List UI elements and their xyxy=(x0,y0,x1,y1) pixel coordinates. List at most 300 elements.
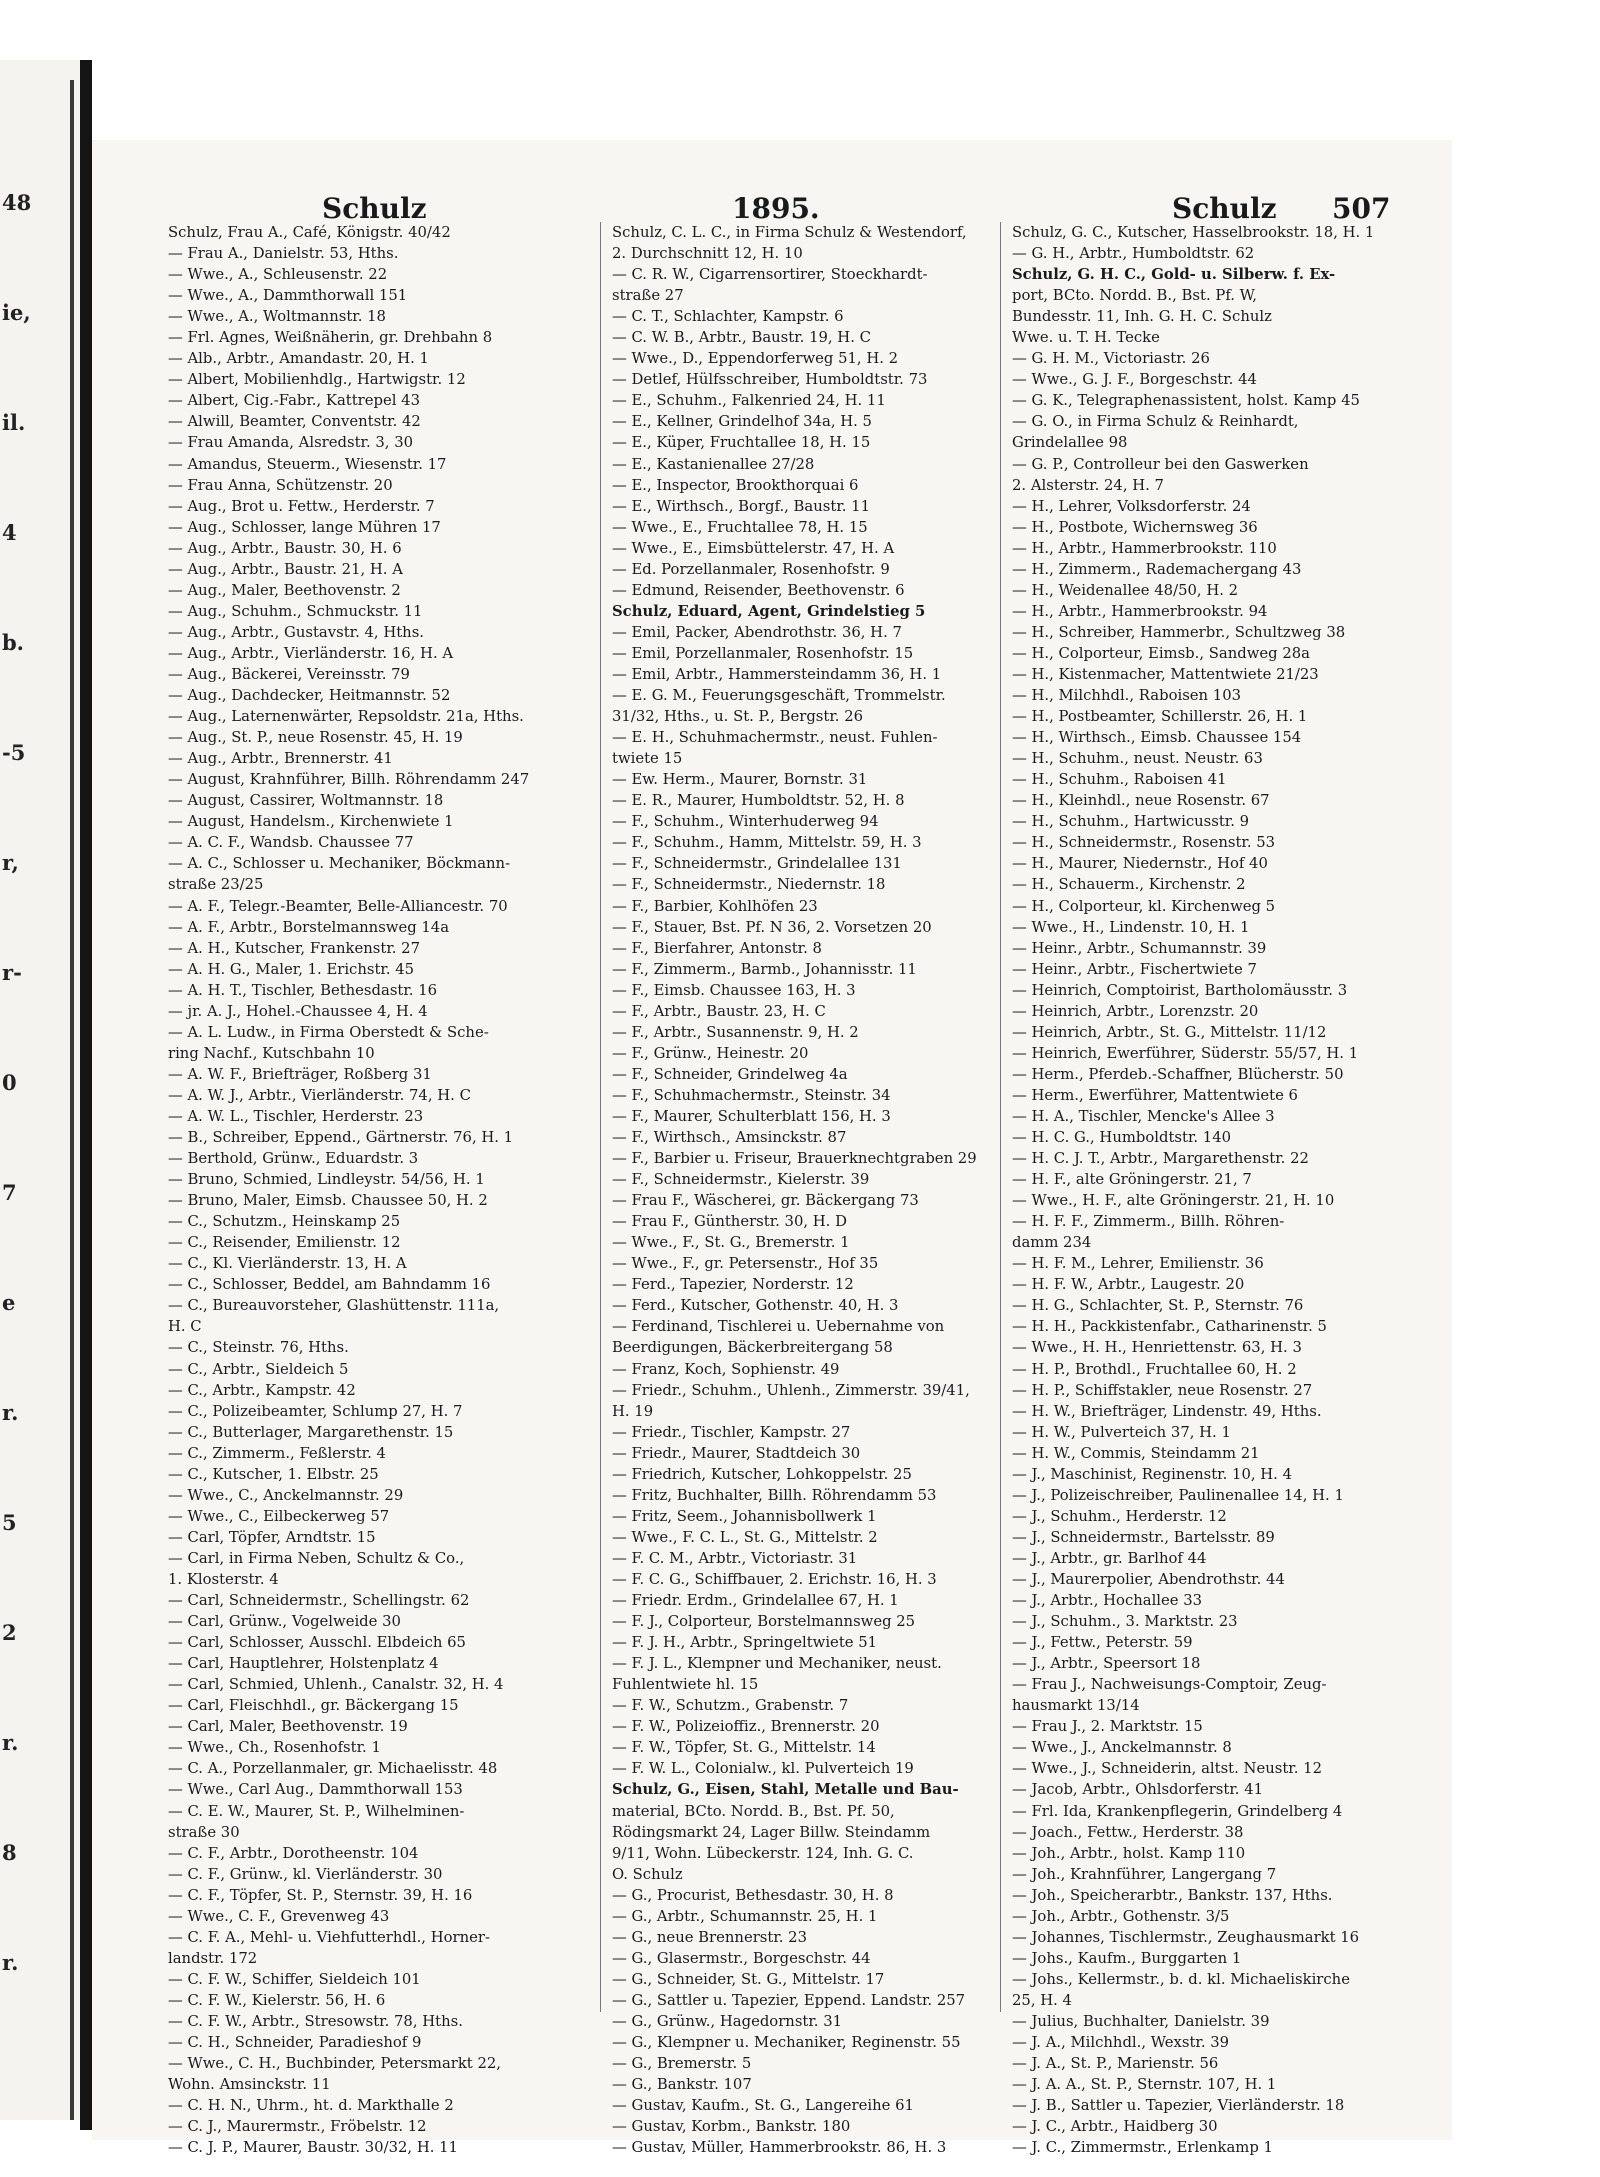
directory-entry: — G. O., in Firma Schulz & Reinhardt, xyxy=(1012,413,1299,431)
directory-entry: — A. H., Kutscher, Frankenstr. 27 xyxy=(168,939,421,957)
previous-page-fragment: e xyxy=(2,1290,16,1315)
directory-entry: — H. F. M., Lehrer, Emilienstr. 36 xyxy=(1012,1255,1264,1273)
directory-entry: — J. C., Zimmermstr., Erlenkamp 1 xyxy=(1012,2139,1273,2157)
directory-entry: — H. F. W., Arbtr., Laugestr. 20 xyxy=(1012,1276,1245,1294)
directory-entry: — A. W. J., Arbtr., Vierländerstr. 74, H. C xyxy=(168,1086,471,1104)
directory-entry: — C., Butterlager, Margarethenstr. 15 xyxy=(168,1423,454,1441)
book-gutter xyxy=(80,60,92,2130)
directory-entry: straße 30 xyxy=(168,1823,240,1841)
directory-entry: — Albert, Mobilienhdlg., Hartwigstr. 12 xyxy=(168,371,466,389)
directory-entry: — H., Schuhm., Hartwicusstr. 9 xyxy=(1012,813,1250,831)
directory-entry: — H. F. F., Zimmerm., Billh. Röhren- xyxy=(1012,1213,1285,1231)
directory-entry: Schulz, Frau A., Café, Königstr. 40/42 xyxy=(168,224,451,241)
directory-entry: — Friedr. Erdm., Grindelallee 67, H. 1 xyxy=(612,1592,899,1610)
directory-entry: — C. H. N., Uhrm., ht. d. Markthalle 2 xyxy=(168,2097,454,2115)
directory-entry: — G., Arbtr., Schumannstr. 25, H. 1 xyxy=(612,1907,878,1925)
header-year: 1895. xyxy=(732,192,820,225)
directory-entry: — Herm., Pferdeb.-Schaffner, Blücherstr. 50 xyxy=(1012,1065,1344,1083)
directory-entry: port, BCto. Nordd. B., Bst. Pf. W, xyxy=(1012,287,1258,305)
directory-entry: Wohn. Amsinckstr. 11 xyxy=(168,2076,331,2094)
directory-entry: — Carl, Grünw., Vogelweide 30 xyxy=(168,1613,401,1631)
directory-entry: — Carl, Schlosser, Ausschl. Elbdeich 65 xyxy=(168,1634,466,1652)
directory-entry: — H., Milchhdl., Raboisen 103 xyxy=(1012,687,1242,705)
directory-entry: hausmarkt 13/14 xyxy=(1012,1697,1140,1715)
directory-entry: Beerdigungen, Bäckerbreitergang 58 xyxy=(612,1339,893,1357)
directory-entry: 2. Durchschnitt 12, H. 10 xyxy=(612,245,803,263)
directory-entry: — F., Schuhmachermstr., Steinstr. 34 xyxy=(612,1086,891,1104)
directory-entry: — F., Grünw., Heinestr. 20 xyxy=(612,1044,809,1062)
directory-entry: — Aug., Bäckerei, Vereinsstr. 79 xyxy=(168,665,410,683)
directory-entry: — F. J. L., Klempner und Mechaniker, neust. xyxy=(612,1655,942,1673)
directory-entry: — Ferd., Kutscher, Gothenstr. 40, H. 3 xyxy=(612,1297,899,1315)
directory-entry: Bundesstr. 11, Inh. G. H. C. Schulz xyxy=(1012,308,1272,326)
directory-entry: — Wwe., C. H., Buchbinder, Petersmarkt 22, xyxy=(168,2055,501,2073)
directory-entry: — Gustav, Korbm., Bankstr. 180 xyxy=(612,2118,851,2136)
directory-entry: — Carl, in Firma Neben, Schultz & Co., xyxy=(168,1549,465,1567)
directory-entry: — Alwill, Beamter, Conventstr. 42 xyxy=(168,413,421,431)
directory-entry: H. 19 xyxy=(612,1402,654,1420)
directory-entry: — J., Schneidermstr., Bartelsstr. 89 xyxy=(1012,1528,1275,1546)
directory-entry: — H., Wirthsch., Eimsb. Chaussee 154 xyxy=(1012,729,1302,747)
directory-entry: — C., Reisender, Emilienstr. 12 xyxy=(168,1234,401,1252)
directory-entry: straße 23/25 xyxy=(168,876,264,894)
directory-entry: — Johs., Kellermstr., b. d. kl. Michaeliskirche xyxy=(1012,1970,1350,1988)
directory-entry: — C., Zimmerm., Feßlerstr. 4 xyxy=(168,1444,386,1462)
directory-entry: — Friedr., Maurer, Stadtdeich 30 xyxy=(612,1444,861,1462)
directory-entry: Schulz, G. H. C., Gold- u. Silberw. f. Ex- xyxy=(1012,266,1336,284)
directory-entry: — H., Postbote, Wichernsweg 36 xyxy=(1012,518,1258,536)
directory-entry: 1. Klosterstr. 4 xyxy=(168,1571,279,1588)
directory-entry: — J., Schuhm., 3. Marktstr. 23 xyxy=(1012,1613,1238,1631)
directory-entry: — H., Schauerm., Kirchenstr. 2 xyxy=(1012,876,1246,894)
directory-entry: 25, H. 4 xyxy=(1012,1991,1072,2009)
directory-entry: — Fritz, Seem., Johannisbollwerk 1 xyxy=(612,1507,877,1525)
directory-entry: — E. R., Maurer, Humboldtstr. 52, H. 8 xyxy=(612,792,905,810)
directory-entry: — Ferdinand, Tischlerei u. Uebernahme von xyxy=(612,1318,945,1336)
directory-entry: — G. P., Controlleur bei den Gaswerken xyxy=(1012,455,1309,473)
directory-entry: — J., Schuhm., Herderstr. 12 xyxy=(1012,1507,1227,1525)
directory-entry: — H., Lehrer, Volksdorferstr. 24 xyxy=(1012,497,1251,515)
directory-entry: — Wwe., F., St. G., Bremerstr. 1 xyxy=(612,1234,850,1252)
directory-entry: Rödingsmarkt 24, Lager Billw. Steindamm xyxy=(612,1823,931,1841)
directory-entry: — Heinr., Arbtr., Fischertwiete 7 xyxy=(1012,960,1257,978)
directory-entry: — Emil, Arbtr., Hammersteindamm 36, H. 1 xyxy=(612,665,942,683)
directory-entry: Grindelallee 98 xyxy=(1012,434,1128,452)
directory-entry: — C. W. B., Arbtr., Baustr. 19, H. C xyxy=(612,329,871,347)
directory-entry: — Aug., Arbtr., Brennerstr. 41 xyxy=(168,750,393,768)
directory-entry: — Carl, Schmied, Uhlenh., Canalstr. 32, H. 4 xyxy=(168,1676,504,1694)
directory-entry: — C., Bureauvorsteher, Glashüttenstr. 111a, xyxy=(168,1297,500,1315)
directory-entry: — Frau Amanda, Alsredstr. 3, 30 xyxy=(168,434,414,452)
directory-entry: — H., Schuhm., neust. Neustr. 63 xyxy=(1012,750,1263,768)
directory-entry: — A. F., Arbtr., Borstelmannsweg 14a xyxy=(168,918,450,936)
directory-entry: — C., Kutscher, 1. Elbstr. 25 xyxy=(168,1465,379,1483)
directory-entry: — F., Arbtr., Baustr. 23, H. C xyxy=(612,1002,826,1020)
directory-entry: — F., Arbtr., Susannenstr. 9, H. 2 xyxy=(612,1023,859,1041)
directory-entry: — Aug., Maler, Beethovenstr. 2 xyxy=(168,581,401,599)
directory-entry: — Wwe., A., Schleusenstr. 22 xyxy=(168,266,388,284)
directory-column-2 xyxy=(612,222,1042,2158)
directory-entry: — C., Schutzm., Heinskamp 25 xyxy=(168,1213,401,1231)
directory-entry: — Joh., Krahnführer, Langergang 7 xyxy=(1012,1865,1277,1883)
directory-entry: — J., Fettw., Peterstr. 59 xyxy=(1012,1634,1193,1652)
directory-entry: — Wwe., C., Eilbeckerweg 57 xyxy=(168,1507,390,1525)
directory-entry: — C. J. P., Maurer, Baustr. 30/32, H. 11 xyxy=(168,2139,458,2157)
directory-entry: — C. T., Schlachter, Kampstr. 6 xyxy=(612,308,844,326)
directory-entry: straße 27 xyxy=(612,287,684,305)
directory-entry: — August, Krahnführer, Billh. Röhrendamm 247 xyxy=(168,771,530,789)
directory-entry: — H. W., Pulverteich 37, H. 1 xyxy=(1012,1423,1231,1441)
directory-entry: — Gustav, Müller, Hammerbrookstr. 86, H. 3 xyxy=(612,2139,947,2157)
directory-entry: — Amandus, Steuerm., Wiesenstr. 17 xyxy=(168,455,447,473)
directory-entry: — H. P., Brothdl., Fruchtallee 60, H. 2 xyxy=(1012,1360,1297,1378)
directory-entry: — Herm., Ewerführer, Mattentwiete 6 xyxy=(1012,1086,1298,1104)
directory-entry: — H., Weidenallee 48/50, H. 2 xyxy=(1012,581,1239,599)
directory-entry: — August, Cassirer, Woltmannstr. 18 xyxy=(168,792,444,810)
directory-entry: — C. H., Schneider, Paradieshof 9 xyxy=(168,2034,422,2052)
previous-page-fragment: ie, xyxy=(2,300,31,325)
directory-entry: — A. C., Schlosser u. Mechaniker, Böckmann- xyxy=(168,855,511,873)
directory-entry: — Berthold, Grünw., Eduardstr. 3 xyxy=(168,1150,419,1168)
previous-page-fragment: 7 xyxy=(2,1180,17,1205)
previous-page-fragment: b. xyxy=(2,630,24,655)
directory-entry: — Emil, Packer, Abendrothstr. 36, H. 7 xyxy=(612,623,902,641)
header-left-name: Schulz xyxy=(322,192,427,225)
directory-entry: ring Nachf., Kutschbahn 10 xyxy=(168,1044,375,1062)
directory-entry: — Heinrich, Arbtr., Lorenzstr. 20 xyxy=(1012,1002,1259,1020)
directory-entry: — F., Wirthsch., Amsinckstr. 87 xyxy=(612,1129,847,1147)
directory-entry: — F. W. L., Colonialw., kl. Pulverteich 19 xyxy=(612,1760,914,1778)
directory-entry: — C. F., Grünw., kl. Vierländerstr. 30 xyxy=(168,1865,443,1883)
directory-entry: — F., Schneidermstr., Grindelallee 131 xyxy=(612,855,902,873)
directory-entry: — C., Steinstr. 76, Hths. xyxy=(168,1339,349,1357)
directory-entry: — Heinrich, Comptoirist, Bartholomäusstr. 3 xyxy=(1012,981,1348,999)
directory-entry: — Joh., Speicherarbtr., Bankstr. 137, Hths. xyxy=(1012,1886,1333,1904)
directory-entry: — C., Arbtr., Sieldeich 5 xyxy=(168,1360,349,1378)
previous-page-edge xyxy=(0,60,90,2120)
directory-entry: — C. A., Porzellanmaler, gr. Michaelisstr. 48 xyxy=(168,1760,498,1778)
directory-entry: — J., Arbtr., Hochallee 33 xyxy=(1012,1592,1203,1610)
directory-entry: — F., Barbier u. Friseur, Brauerknechtgraben 29 xyxy=(612,1150,977,1168)
previous-page-fragment: 48 xyxy=(2,190,32,215)
previous-page-fragment: r. xyxy=(2,1730,19,1755)
directory-entry: — Wwe., A., Woltmannstr. 18 xyxy=(168,308,386,326)
directory-entry: O. Schulz xyxy=(612,1865,683,1883)
directory-entry: — H. W., Commis, Steindamm 21 xyxy=(1012,1444,1260,1462)
directory-entry: — Aug., Schlosser, lange Mühren 17 xyxy=(168,518,441,536)
directory-entry: — Wwe., Carl Aug., Dammthorwall 153 xyxy=(168,1781,463,1799)
directory-entry: — Detlef, Hülfsschreiber, Humboldtstr. 73 xyxy=(612,371,928,389)
directory-entry: — G., Glasermstr., Borgeschstr. 44 xyxy=(612,1949,871,1967)
directory-entry: — C. F., Töpfer, St. P., Sternstr. 39, H. 16 xyxy=(168,1886,473,1904)
directory-entry: — G., Klempner u. Mechaniker, Reginenstr. 55 xyxy=(612,2034,961,2052)
directory-entry: — Alb., Arbtr., Amandastr. 20, H. 1 xyxy=(168,350,429,368)
directory-entry: — Aug., St. P., neue Rosenstr. 45, H. 19 xyxy=(168,729,463,747)
directory-entry: — C. E. W., Maurer, St. P., Wilhelminen- xyxy=(168,1802,465,1820)
directory-entry: — C. F., Arbtr., Dorotheenstr. 104 xyxy=(168,1844,419,1862)
directory-entry: 2. Alsterstr. 24, H. 7 xyxy=(1012,476,1164,494)
directory-entry: — Friedrich, Kutscher, Lohkoppelstr. 25 xyxy=(612,1465,912,1483)
directory-entry: — C., Schlosser, Beddel, am Bahndamm 16 xyxy=(168,1276,491,1294)
directory-entry: — Albert, Cig.-Fabr., Kattrepel 43 xyxy=(168,392,421,410)
directory-entry: — Aug., Dachdecker, Heitmannstr. 52 xyxy=(168,687,451,705)
directory-column-1 xyxy=(168,222,598,2158)
directory-entry: Wwe. u. T. H. Tecke xyxy=(1012,329,1160,347)
directory-entry: — Heinr., Arbtr., Schumannstr. 39 xyxy=(1012,939,1267,957)
directory-entry: — Wwe., H., Lindenstr. 10, H. 1 xyxy=(1012,918,1250,936)
directory-entry: — H. P., Schiffstakler, neue Rosenstr. 27 xyxy=(1012,1381,1313,1399)
directory-entry: H. C xyxy=(168,1318,202,1336)
directory-entry: — Wwe., A., Dammthorwall 151 xyxy=(168,287,408,305)
directory-entry: — Carl, Hauptlehrer, Holstenplatz 4 xyxy=(168,1655,439,1673)
directory-entry: — C. F. A., Mehl- u. Viehfutterhdl., Horner- xyxy=(168,1928,490,1946)
directory-entry: — C. J., Maurermstr., Fröbelstr. 12 xyxy=(168,2118,427,2136)
directory-entry: — G. H., Arbtr., Humboldtstr. 62 xyxy=(1012,245,1255,263)
directory-entry: — H., Arbtr., Hammerbrookstr. 110 xyxy=(1012,539,1277,557)
header-right-name: Schulz xyxy=(1172,192,1277,225)
directory-entry: — G., Sattler u. Tapezier, Eppend. Landstr. 257 xyxy=(612,1991,966,2009)
directory-entry: — Joh., Arbtr., Gothenstr. 3/5 xyxy=(1012,1907,1230,1925)
directory-entry: — F., Barbier, Kohlhöfen 23 xyxy=(612,897,818,915)
directory-entry: — Johs., Kaufm., Burggarten 1 xyxy=(1012,1949,1242,1967)
directory-entry: — Wwe., Ch., Rosenhofstr. 1 xyxy=(168,1739,381,1757)
previous-page-fragment: 4 xyxy=(2,520,17,545)
directory-entry: — F. W., Töpfer, St. G., Mittelstr. 14 xyxy=(612,1739,876,1757)
directory-entry: — G., Grünw., Hagedornstr. 31 xyxy=(612,2012,843,2030)
directory-entry: — Aug., Schuhm., Schmuckstr. 11 xyxy=(168,602,423,620)
directory-entry: — G. H. M., Victoriastr. 26 xyxy=(1012,350,1210,368)
directory-entry: 31/32, Hths., u. St. P., Bergstr. 26 xyxy=(612,708,864,726)
directory-entry: — Wwe., F. C. L., St. G., Mittelstr. 2 xyxy=(612,1528,878,1546)
directory-entry: — A. C. F., Wandsb. Chaussee 77 xyxy=(168,834,414,852)
directory-entry: — Emil, Porzellanmaler, Rosenhofstr. 15 xyxy=(612,644,914,662)
previous-page-fragment: r. xyxy=(2,1950,19,1975)
directory-entry: — A. F., Telegr.-Beamter, Belle-Alliancestr. 70 xyxy=(168,897,508,915)
directory-entry: — J., Arbtr., Speersort 18 xyxy=(1012,1655,1201,1673)
directory-entry: — C. R. W., Cigarrensortirer, Stoeckhardt- xyxy=(612,266,928,284)
directory-entry: — Aug., Arbtr., Baustr. 30, H. 6 xyxy=(168,539,402,557)
directory-entry: — Ed. Porzellanmaler, Rosenhofstr. 9 xyxy=(612,560,890,578)
directory-entry: — E. G. M., Feuerungsgeschäft, Trommelstr. xyxy=(612,687,946,705)
directory-entry: — F., Maurer, Schulterblatt 156, H. 3 xyxy=(612,1107,891,1125)
directory-entry: — Heinrich, Arbtr., St. G., Mittelstr. 11/12 xyxy=(1012,1023,1327,1041)
directory-entry: — C., Arbtr., Kampstr. 42 xyxy=(168,1381,356,1399)
directory-entry: — F., Schuhm., Hamm, Mittelstr. 59, H. 3 xyxy=(612,834,922,852)
directory-entry: Schulz, G., Eisen, Stahl, Metalle und Bau- xyxy=(612,1781,959,1799)
directory-entry: — Frau F., Wäscherei, gr. Bäckergang 73 xyxy=(612,1192,919,1210)
directory-entry: — H., Schuhm., Raboisen 41 xyxy=(1012,771,1227,789)
directory-entry: — A. W. F., Briefträger, Roßberg 31 xyxy=(168,1065,432,1083)
previous-page-fragment: 8 xyxy=(2,1840,17,1865)
directory-entry: — J. B., Sattler u. Tapezier, Vierländerstr. 18 xyxy=(1012,2097,1345,2115)
directory-entry: — E., Inspector, Brookthorquai 6 xyxy=(612,476,859,494)
directory-entry: — Julius, Buchhalter, Danielstr. 39 xyxy=(1012,2012,1270,2030)
directory-entry: — H., Zimmerm., Rademachergang 43 xyxy=(1012,560,1302,578)
directory-entry: — Frl. Agnes, Weißnäherin, gr. Drehbahn 8 xyxy=(168,329,493,347)
directory-entry: — Wwe., J., Anckelmannstr. 8 xyxy=(1012,1739,1232,1757)
directory-entry: — H., Kleinhdl., neue Rosenstr. 67 xyxy=(1012,792,1270,810)
directory-entry: — Frau J., Nachweisungs-Comptoir, Zeug- xyxy=(1012,1676,1327,1694)
directory-entry: — E., Kastanienallee 27/28 xyxy=(612,455,815,473)
directory-entry: — E., Schuhm., Falkenried 24, H. 11 xyxy=(612,392,886,410)
directory-entry: — G., Procurist, Bethesdastr. 30, H. 8 xyxy=(612,1886,894,1904)
directory-entry: — Edmund, Reisender, Beethovenstr. 6 xyxy=(612,581,905,599)
directory-entry: — H., Kistenmacher, Mattentwiete 21/23 xyxy=(1012,665,1319,683)
directory-entry: — Carl, Schneidermstr., Schellingstr. 62 xyxy=(168,1592,470,1610)
directory-entry: — H., Postbeamter, Schillerstr. 26, H. 1 xyxy=(1012,708,1308,726)
directory-entry: — Joach., Fettw., Herderstr. 38 xyxy=(1012,1823,1244,1841)
directory-entry: — H., Maurer, Niedernstr., Hof 40 xyxy=(1012,855,1268,873)
directory-entry: Schulz, G. C., Kutscher, Hasselbrookstr. 18, H. 1 xyxy=(1012,224,1375,241)
directory-entry: — J., Maschinist, Reginenstr. 10, H. 4 xyxy=(1012,1465,1292,1483)
directory-entry: — H. F., alte Gröningerstr. 21, 7 xyxy=(1012,1171,1252,1189)
previous-page-fragment: 5 xyxy=(2,1510,17,1535)
directory-entry: — Frau J., 2. Marktstr. 15 xyxy=(1012,1718,1203,1736)
directory-entry: — A. L. Ludw., in Firma Oberstedt & Sche- xyxy=(168,1023,489,1041)
directory-entry: — F., Bierfahrer, Antonstr. 8 xyxy=(612,939,822,957)
book-gutter-shadow xyxy=(70,80,74,2120)
directory-entry: — J. A., Milchhdl., Wexstr. 39 xyxy=(1012,2034,1230,2052)
directory-entry: — Heinrich, Ewerführer, Süderstr. 55/57, H. 1 xyxy=(1012,1044,1359,1062)
directory-entry: — J. A., St. P., Marienstr. 56 xyxy=(1012,2055,1219,2073)
directory-entry: landstr. 172 xyxy=(168,1949,258,1967)
directory-entry: — F., Schneidermstr., Niedernstr. 18 xyxy=(612,876,886,894)
directory-entry: — F. C. G., Schiffbauer, 2. Erichstr. 16, H. 3 xyxy=(612,1571,937,1588)
directory-entry: — Bruno, Schmied, Lindleystr. 54/56, H. 1 xyxy=(168,1171,485,1189)
directory-entry: material, BCto. Nordd. B., Bst. Pf. 50, xyxy=(612,1802,895,1820)
directory-entry: — G. K., Telegraphenassistent, holst. Kamp 45 xyxy=(1012,392,1360,410)
directory-entry: — F. W., Schutzm., Grabenstr. 7 xyxy=(612,1697,849,1715)
column-separator xyxy=(600,222,601,2012)
directory-entry: — H., Colporteur, kl. Kirchenweg 5 xyxy=(1012,897,1276,915)
directory-entry: — C. F. W., Schiffer, Sieldeich 101 xyxy=(168,1970,421,1988)
directory-entry: — Ferd., Tapezier, Norderstr. 12 xyxy=(612,1276,854,1294)
directory-entry: — B., Schreiber, Eppend., Gärtnerstr. 76, H. 1 xyxy=(168,1129,514,1147)
directory-entry: Schulz, Eduard, Agent, Grindelstieg 5 xyxy=(612,602,926,620)
directory-entry: — C. F. W., Kielerstr. 56, H. 6 xyxy=(168,1991,386,2009)
directory-entry: — jr. A. J., Hohel.-Chaussee 4, H. 4 xyxy=(168,1002,428,1020)
directory-entry: — G., Bremerstr. 5 xyxy=(612,2055,752,2073)
directory-entry: — Joh., Arbtr., holst. Kamp 110 xyxy=(1012,1844,1246,1862)
directory-entry: — Wwe., C. F., Grevenweg 43 xyxy=(168,1907,390,1925)
directory-entry: — Frau A., Danielstr. 53, Hths. xyxy=(168,245,399,263)
directory-entry: — Fritz, Buchhalter, Billh. Röhrendamm 53 xyxy=(612,1486,937,1504)
directory-entry: damm 234 xyxy=(1012,1234,1092,1252)
directory-entry: — F., Schneider, Grindelweg 4a xyxy=(612,1065,848,1083)
directory-entry: — Wwe., E., Fruchtallee 78, H. 15 xyxy=(612,518,868,536)
directory-entry: — C., Polizeibeamter, Schlump 27, H. 7 xyxy=(168,1402,463,1420)
directory-entry: — Friedr., Tischler, Kampstr. 27 xyxy=(612,1423,851,1441)
directory-entry: — F. C. M., Arbtr., Victoriastr. 31 xyxy=(612,1549,858,1567)
directory-entry: — Frl. Ida, Krankenpflegerin, Grindelberg 4 xyxy=(1012,1802,1343,1820)
previous-page-fragment: r- xyxy=(2,960,22,985)
directory-entry: — Bruno, Maler, Eimsb. Chaussee 50, H. 2 xyxy=(168,1192,488,1210)
previous-page-fragment: r. xyxy=(2,1400,19,1425)
directory-entry: — Aug., Brot u. Fettw., Herderstr. 7 xyxy=(168,497,435,515)
directory-entry: — H. H., Packkistenfabr., Catharinenstr. 5 xyxy=(1012,1318,1327,1336)
directory-entry: — H. W., Briefträger, Lindenstr. 49, Hths. xyxy=(1012,1402,1322,1420)
directory-entry: — J., Arbtr., gr. Barlhof 44 xyxy=(1012,1549,1207,1567)
directory-entry: — A. H. T., Tischler, Bethesdastr. 16 xyxy=(168,981,438,999)
directory-entry: — Friedr., Schuhm., Uhlenh., Zimmerstr. 39/41, xyxy=(612,1381,970,1399)
directory-entry: — A. W. L., Tischler, Herderstr. 23 xyxy=(168,1107,424,1125)
previous-page-fragment: il. xyxy=(2,410,26,435)
directory-entry: — E., Kellner, Grindelhof 34a, H. 5 xyxy=(612,413,872,431)
directory-entry: — Franz, Koch, Sophienstr. 49 xyxy=(612,1360,840,1378)
directory-entry: — G., Bankstr. 107 xyxy=(612,2076,752,2094)
directory-entry: — Frau F., Güntherstr. 30, H. D xyxy=(612,1213,847,1231)
directory-entry: — H. C. G., Humboldtstr. 140 xyxy=(1012,1129,1232,1147)
directory-entry: — Gustav, Kaufm., St. G., Langereihe 61 xyxy=(612,2097,914,2115)
directory-entry: — Wwe., D., Eppendorferweg 51, H. 2 xyxy=(612,350,899,368)
directory-entry: — J., Polizeischreiber, Paulinenallee 14, H. 1 xyxy=(1012,1486,1344,1504)
directory-entry: — E., Küper, Fruchtallee 18, H. 15 xyxy=(612,434,871,452)
directory-entry: — F., Stauer, Bst. Pf. N 36, 2. Vorsetzen 20 xyxy=(612,918,932,936)
directory-entry: — H., Colporteur, Eimsb., Sandweg 28a xyxy=(1012,644,1310,662)
directory-entry: twiete 15 xyxy=(612,750,683,768)
previous-page-fragment: -5 xyxy=(2,740,26,765)
directory-entry: — Wwe., J., Schneiderin, altst. Neustr. 12 xyxy=(1012,1760,1322,1778)
directory-entry: — F., Zimmerm., Barmb., Johannisstr. 11 xyxy=(612,960,917,978)
directory-column-3 xyxy=(1012,222,1442,2158)
directory-entry: — F. W., Polizeioffiz., Brennerstr. 20 xyxy=(612,1718,880,1736)
directory-entry: — E. H., Schuhmachermstr., neust. Fuhlen- xyxy=(612,729,938,747)
directory-entry: — F., Eimsb. Chaussee 163, H. 3 xyxy=(612,981,856,999)
directory-entry: — Wwe., H. H., Henriettenstr. 63, H. 3 xyxy=(1012,1339,1302,1357)
directory-entry: — Wwe., G. J. F., Borgeschstr. 44 xyxy=(1012,371,1257,389)
directory-entry: — G., Schneider, St. G., Mittelstr. 17 xyxy=(612,1970,885,1988)
directory-entry: — H., Arbtr., Hammerbrookstr. 94 xyxy=(1012,602,1268,620)
directory-entry: — H. A., Tischler, Mencke's Allee 3 xyxy=(1012,1107,1275,1125)
directory-entry: — G., neue Brennerstr. 23 xyxy=(612,1928,807,1946)
directory-entry: — Wwe., C., Anckelmannstr. 29 xyxy=(168,1486,404,1504)
directory-entry: — F., Schuhm., Winterhuderweg 94 xyxy=(612,813,879,831)
directory-entry: — Aug., Laternenwärter, Repsoldstr. 21a, Hths. xyxy=(168,708,524,726)
directory-entry: — Johannes, Tischlermstr., Zeughausmarkt 16 xyxy=(1012,1928,1360,1946)
directory-entry: — H., Schreiber, Hammerbr., Schultzweg 38 xyxy=(1012,623,1346,641)
directory-entry: — H. C. J. T., Arbtr., Margarethenstr. 22 xyxy=(1012,1150,1309,1168)
directory-entry: — August, Handelsm., Kirchenwiete 1 xyxy=(168,813,454,831)
directory-entry: — Aug., Arbtr., Vierländerstr. 16, H. A xyxy=(168,644,454,662)
directory-entry: — Frau Anna, Schützenstr. 20 xyxy=(168,476,393,494)
directory-entry: — F. J. H., Arbtr., Springeltwiete 51 xyxy=(612,1634,878,1652)
directory-entry: — Carl, Töpfer, Arndtstr. 15 xyxy=(168,1528,376,1546)
directory-entry: — A. H. G., Maler, 1. Erichstr. 45 xyxy=(168,960,415,978)
directory-entry: — C., Kl. Vierländerstr. 13, H. A xyxy=(168,1255,407,1273)
directory-entry: Schulz, C. L. C., in Firma Schulz & Westendorf, xyxy=(612,224,967,241)
directory-entry: — Jacob, Arbtr., Ohlsdorferstr. 41 xyxy=(1012,1781,1264,1799)
directory-entry: — Wwe., H. F., alte Gröningerstr. 21, H. 10 xyxy=(1012,1192,1335,1210)
directory-entry: — Aug., Arbtr., Gustavstr. 4, Hths. xyxy=(168,623,424,641)
page-number: 507 xyxy=(1332,192,1391,225)
directory-entry: — H., Schneidermstr., Rosenstr. 53 xyxy=(1012,834,1276,852)
previous-page-fragment: 0 xyxy=(2,1070,17,1095)
directory-entry: Fuhlentwiete hl. 15 xyxy=(612,1676,759,1694)
directory-entry: — F. J., Colporteur, Borstelmannsweg 25 xyxy=(612,1613,916,1631)
directory-entry: — H. G., Schlachter, St. P., Sternstr. 76 xyxy=(1012,1297,1304,1315)
directory-entry: — Wwe., F., gr. Petersenstr., Hof 35 xyxy=(612,1255,879,1273)
directory-entry: — J. A. A., St. P., Sternstr. 107, H. 1 xyxy=(1012,2076,1277,2094)
directory-entry: — Carl, Maler, Beethovenstr. 19 xyxy=(168,1718,408,1736)
previous-page-fragment: r, xyxy=(2,850,19,875)
directory-page xyxy=(92,140,1452,2157)
directory-entry: 9/11, Wohn. Lübeckerstr. 124, Inh. G. C. xyxy=(612,1844,914,1862)
directory-entry: — J., Maurerpolier, Abendrothstr. 44 xyxy=(1012,1571,1285,1588)
directory-entry: — F., Schneidermstr., Kielerstr. 39 xyxy=(612,1171,870,1189)
directory-entry: — Wwe., E., Eimsbüttelerstr. 47, H. A xyxy=(612,539,895,557)
directory-entry: — C. F. W., Arbtr., Stresowstr. 78, Hths. xyxy=(168,2012,463,2030)
directory-entry: — J. C., Arbtr., Haidberg 30 xyxy=(1012,2118,1218,2136)
